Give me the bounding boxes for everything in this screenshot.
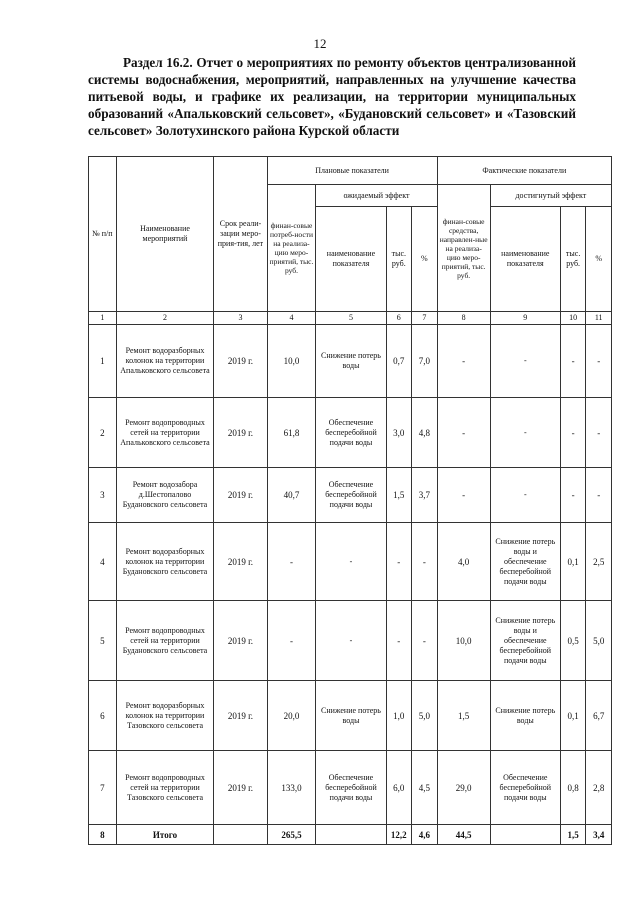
table-row [89,468,612,523]
column-numbers-row [89,312,612,325]
row-fin-actual: 10,0 [437,601,490,681]
row-indicator-actual: Снижение потерь воды и обеспечение бесперебойной подачи воды [490,523,560,601]
row-no: 5 [89,601,117,681]
section-title-lead: Раздел 16.2. Отчет о мероприятиях по ремонту объектов [123,55,461,70]
row-term: 2019 г. [214,681,267,751]
row-percent-actual: 2,8 [586,751,612,825]
total-row [89,825,612,845]
row-percent: 4,5 [412,751,438,825]
row-percent: 5,0 [412,681,438,751]
header-thous-rub: тыс. руб. [386,207,412,312]
row-term: 2019 г. [214,751,267,825]
row-fin-need: 20,0 [267,681,316,751]
row-term: 2019 г. [214,601,267,681]
row-no: 6 [89,681,117,751]
row-indicator: Обеспечение бесперебойной подачи воды [316,398,386,468]
row-indicator: Снижение потерь воды [316,325,386,398]
total-thous-rub: 12,2 [386,825,412,845]
row-thous-rub-actual: - [560,398,586,468]
row-percent-actual: 6,7 [586,681,612,751]
row-indicator-actual: Обеспечение бесперебойной подачи воды [490,751,560,825]
header-fin-need: финан-совые потреб-ности на реализа-цию меро-приятий, тыс. руб. [267,185,316,312]
column-number: 10 [560,312,586,325]
total-thous-rub-actual: 1,5 [560,825,586,845]
row-percent: 7,0 [412,325,438,398]
row-term: 2019 г. [214,468,267,523]
row-fin-need: 61,8 [267,398,316,468]
header-planned: Плановые показатели [267,157,437,185]
row-thous-rub: - [386,523,412,601]
table-row [89,325,612,398]
total-fin-actual: 44,5 [437,825,490,845]
column-number: 1 [89,312,117,325]
row-no: 1 [89,325,117,398]
row-thous-rub-actual: - [560,325,586,398]
row-fin-actual: - [437,468,490,523]
row-percent: 4,8 [412,398,438,468]
row-indicator-actual: Снижение потерь воды и обеспечение бесперебойной подачи воды [490,601,560,681]
row-fin-need: - [267,601,316,681]
row-indicator-actual: - [490,325,560,398]
row-fin-actual: 1,5 [437,681,490,751]
row-term: 2019 г. [214,325,267,398]
total-indicator [316,825,386,845]
row-fin-need: 40,7 [267,468,316,523]
row-percent-actual: - [586,468,612,523]
row-fin-need: 10,0 [267,325,316,398]
row-percent: - [412,601,438,681]
row-thous-rub: 3,0 [386,398,412,468]
row-no: 7 [89,751,117,825]
row-percent-actual: - [586,325,612,398]
header-thous-rub-actual: тыс. руб. [560,207,586,312]
table-row [89,601,612,681]
row-name: Ремонт водозабора д.Шестопалово Будановского сельсовета [116,468,214,523]
column-number: 7 [412,312,438,325]
table-row [89,681,612,751]
column-number: 2 [116,312,214,325]
page-number: 12 [313,36,327,51]
row-term: 2019 г. [214,523,267,601]
row-no: 2 [89,398,117,468]
row-fin-need: 133,0 [267,751,316,825]
column-number: 5 [316,312,386,325]
row-indicator: - [316,523,386,601]
header-name: Наименование мероприятий [116,157,214,312]
row-indicator-actual: Снижение потерь воды [490,681,560,751]
report-table [88,156,612,845]
row-name: Ремонт водоразборных колонок на территории Будановского сельсовета [116,523,214,601]
row-name: Ремонт водоразборных колонок на территории Тазовского сельсовета [116,681,214,751]
section-title [88,54,576,139]
header-no: № п/п [89,157,117,312]
row-thous-rub-actual: 0,5 [560,601,586,681]
row-percent-actual: 2,5 [586,523,612,601]
row-thous-rub-actual: - [560,468,586,523]
row-no: 4 [89,523,117,601]
header-fin-actual: финан-совые средства, направлен-ные на реализа-цию меро-приятий, тыс. руб. [437,185,490,312]
row-indicator: - [316,601,386,681]
row-indicator: Обеспечение бесперебойной подачи воды [316,751,386,825]
row-no: 3 [89,468,117,523]
header-indicator-name-actual: наименование показателя [490,207,560,312]
row-name: Ремонт водоразборных колонок на территории Апальковского сельсовета [116,325,214,398]
section-title-rest: централизованной системы водоснабжения, мероприятий, направленных на улучшение качества питьевой воды, и графике их реализации, на территории муниципальных образований «Апальковский сельсовет», «Будановский сельсовет» и «Тазовский сельсовет» Золотухинского района Курской области [88,55,576,138]
row-percent-actual: 5,0 [586,601,612,681]
row-thous-rub: 1,0 [386,681,412,751]
header-indicator-name: наименование показателя [316,207,386,312]
header-row-1 [89,157,612,185]
column-number: 6 [386,312,412,325]
header-term: Срок реали-зации меро-прия-тия, лет [214,157,267,312]
table-row [89,523,612,601]
row-indicator: Снижение потерь воды [316,681,386,751]
header-percent-actual: % [586,207,612,312]
row-name: Ремонт водопроводных сетей на территории Тазовского сельсовета [116,751,214,825]
row-fin-actual: - [437,398,490,468]
row-fin-need: - [267,523,316,601]
header-achieved-effect: достигнутый эффект [490,185,611,207]
row-fin-actual: 29,0 [437,751,490,825]
row-name: Ремонт водопроводных сетей на территории Будановского сельсовета [116,601,214,681]
row-thous-rub-actual: 0,1 [560,681,586,751]
total-indicator-actual [490,825,560,845]
total-percent: 4,6 [412,825,438,845]
row-percent-actual: - [586,398,612,468]
row-indicator: Обеспечение бесперебойной подачи воды [316,468,386,523]
header-expected-effect: ожидаемый эффект [316,185,437,207]
table-row [89,751,612,825]
column-number: 3 [214,312,267,325]
row-thous-rub-actual: 0,8 [560,751,586,825]
total-term [214,825,267,845]
row-thous-rub: - [386,601,412,681]
row-term: 2019 г. [214,398,267,468]
table-row [89,398,612,468]
row-thous-rub-actual: 0,1 [560,523,586,601]
total-label: Итого [116,825,214,845]
header-percent: % [412,207,438,312]
column-number: 9 [490,312,560,325]
row-fin-actual: - [437,325,490,398]
column-number: 4 [267,312,316,325]
row-percent: 3,7 [412,468,438,523]
header-actual: Фактические показатели [437,157,611,185]
row-thous-rub: 0,7 [386,325,412,398]
total-no: 8 [89,825,117,845]
row-fin-actual: 4,0 [437,523,490,601]
row-thous-rub: 6,0 [386,751,412,825]
row-indicator-actual: - [490,398,560,468]
row-name: Ремонт водопроводных сетей на территории Апальковского сельсовета [116,398,214,468]
row-thous-rub: 1,5 [386,468,412,523]
total-fin-need: 265,5 [267,825,316,845]
row-percent: - [412,523,438,601]
row-indicator-actual: - [490,468,560,523]
column-number: 8 [437,312,490,325]
column-number: 11 [586,312,612,325]
total-percent-actual: 3,4 [586,825,612,845]
